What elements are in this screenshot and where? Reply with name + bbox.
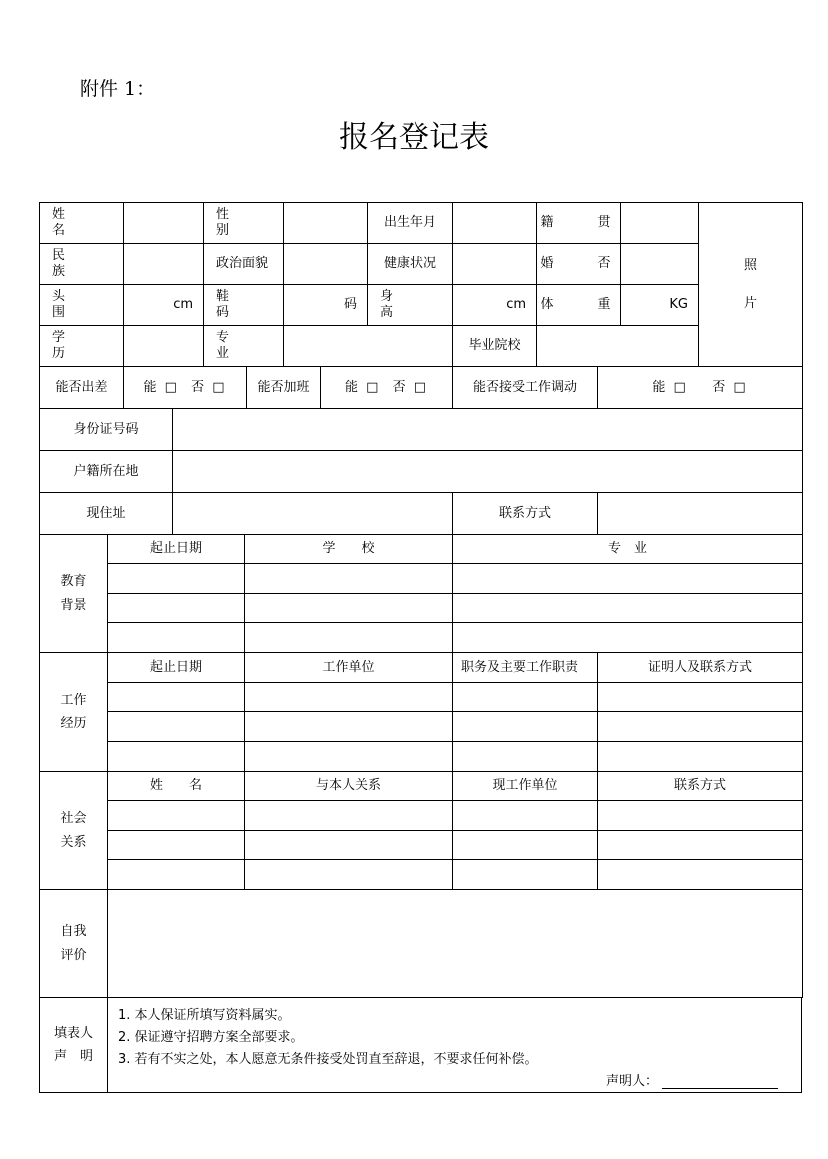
overtime-label: 能否加班 bbox=[247, 367, 321, 409]
work-reference-cell[interactable] bbox=[598, 712, 803, 742]
ethnic-label: 民 族 bbox=[40, 244, 124, 285]
signature-row bbox=[606, 1070, 778, 1089]
social-name-cell[interactable] bbox=[108, 831, 245, 860]
work-date-cell[interactable] bbox=[108, 683, 245, 712]
weight-label: 体 重 bbox=[537, 285, 621, 326]
declaration-label: 填表人 声 明 bbox=[40, 998, 108, 1093]
name-field[interactable] bbox=[124, 203, 204, 244]
work-company-cell[interactable] bbox=[245, 742, 453, 772]
social-contact-cell[interactable] bbox=[598, 860, 803, 890]
social-name-header: 姓 名 bbox=[108, 772, 245, 801]
edu-date-cell[interactable] bbox=[108, 594, 245, 623]
self-evaluation-field[interactable] bbox=[108, 890, 803, 998]
school-label: 毕业院校 bbox=[453, 326, 537, 367]
edu-school-cell[interactable] bbox=[245, 564, 453, 594]
self-evaluation-label: 自我 评价 bbox=[40, 890, 108, 998]
contact-label: 联系方式 bbox=[453, 493, 598, 535]
social-relation-header: 与本人关系 bbox=[245, 772, 453, 801]
work-experience-label: 工作 经历 bbox=[40, 653, 108, 772]
edu-date-cell[interactable] bbox=[108, 623, 245, 653]
signature-line[interactable] bbox=[662, 1076, 778, 1089]
marital-label: 婚 否 bbox=[537, 244, 621, 285]
photo-label-2: 片 bbox=[743, 295, 757, 311]
social-contact-header: 联系方式 bbox=[598, 772, 803, 801]
id-number-field[interactable] bbox=[173, 409, 803, 451]
work-date-cell[interactable] bbox=[108, 742, 245, 772]
edu-major-cell[interactable] bbox=[453, 623, 803, 653]
edu-school-cell[interactable] bbox=[245, 594, 453, 623]
work-date-cell[interactable] bbox=[108, 712, 245, 742]
travel-options[interactable]: 能 □ 否 □ bbox=[124, 367, 247, 409]
gender-label: 性 别 bbox=[204, 203, 284, 244]
education-background-label: 教育 背景 bbox=[40, 535, 108, 653]
edu-school-cell[interactable] bbox=[245, 623, 453, 653]
social-contact-cell[interactable] bbox=[598, 831, 803, 860]
name-label: 姓 名 bbox=[40, 203, 124, 244]
education-field[interactable] bbox=[124, 326, 204, 367]
photo-box[interactable] bbox=[699, 203, 803, 367]
major-label: 专 业 bbox=[204, 326, 284, 367]
health-field[interactable] bbox=[453, 244, 537, 285]
height-label: 身 高 bbox=[368, 285, 453, 326]
health-label: 健康状况 bbox=[368, 244, 453, 285]
photo-label-1: 照 bbox=[743, 258, 757, 274]
social-relation-cell[interactable] bbox=[245, 831, 453, 860]
weight-field[interactable] bbox=[621, 285, 699, 326]
work-date-header: 起止日期 bbox=[108, 653, 245, 683]
hukou-label: 户籍所在地 bbox=[40, 451, 173, 493]
social-name-cell[interactable] bbox=[108, 801, 245, 831]
work-duty-cell[interactable] bbox=[453, 742, 598, 772]
transfer-label: 能否接受工作调动 bbox=[453, 367, 598, 409]
school-field[interactable] bbox=[537, 326, 699, 367]
ma-unit: 码 bbox=[343, 297, 357, 313]
shoe-size-field[interactable] bbox=[284, 285, 368, 326]
declaration-line-1: 1. 本人保证所填写资料属实。 bbox=[118, 1008, 291, 1023]
signer-label: 声明人： bbox=[606, 1074, 659, 1089]
cm-unit: cm bbox=[173, 297, 193, 313]
social-company-header: 现工作单位 bbox=[453, 772, 598, 801]
address-field[interactable] bbox=[173, 493, 453, 535]
birth-field[interactable] bbox=[453, 203, 537, 244]
travel-label: 能否出差 bbox=[40, 367, 124, 409]
work-company-cell[interactable] bbox=[245, 712, 453, 742]
height-field[interactable] bbox=[453, 285, 537, 326]
address-label: 现住址 bbox=[40, 493, 173, 535]
declaration-line-3: 3. 若有不实之处，本人愿意无条件接受处罚直至辞退，不要求任何补偿。 bbox=[118, 1052, 538, 1067]
edu-date-cell[interactable] bbox=[108, 564, 245, 594]
declaration-content bbox=[108, 998, 802, 1093]
shoe-size-label: 鞋 码 bbox=[204, 285, 284, 326]
edu-major-cell[interactable] bbox=[453, 594, 803, 623]
social-company-cell[interactable] bbox=[453, 860, 598, 890]
work-reference-cell[interactable] bbox=[598, 742, 803, 772]
kg-unit: KG bbox=[669, 297, 688, 313]
native-place-label: 籍 贯 bbox=[537, 203, 621, 244]
work-reference-header: 证明人及联系方式 bbox=[598, 653, 803, 683]
native-place-field[interactable] bbox=[621, 203, 699, 244]
id-number-label: 身份证号码 bbox=[40, 409, 173, 451]
hukou-field[interactable] bbox=[173, 451, 803, 493]
work-reference-cell[interactable] bbox=[598, 683, 803, 712]
marital-field[interactable] bbox=[621, 244, 699, 285]
head-size-field[interactable] bbox=[124, 285, 204, 326]
transfer-options[interactable]: 能 □ 否 □ bbox=[598, 367, 803, 409]
political-field[interactable] bbox=[284, 244, 368, 285]
political-label: 政治面貌 bbox=[204, 244, 284, 285]
work-company-cell[interactable] bbox=[245, 683, 453, 712]
cm-unit: cm bbox=[506, 297, 526, 313]
edu-major-cell[interactable] bbox=[453, 564, 803, 594]
edu-date-header: 起止日期 bbox=[108, 535, 245, 564]
social-relation-cell[interactable] bbox=[245, 860, 453, 890]
social-contact-cell[interactable] bbox=[598, 801, 803, 831]
birth-label: 出生年月 bbox=[368, 203, 453, 244]
head-size-label: 头 围 bbox=[40, 285, 124, 326]
social-relations-label: 社会 关系 bbox=[40, 772, 108, 890]
work-company-header: 工作单位 bbox=[245, 653, 453, 683]
work-duty-cell[interactable] bbox=[453, 712, 598, 742]
overtime-options[interactable]: 能 □ 否 □ bbox=[321, 367, 453, 409]
work-duty-header: 职务及主要工作职责 bbox=[453, 653, 598, 683]
attachment-label: 附件 1： bbox=[80, 78, 156, 100]
contact-field[interactable] bbox=[598, 493, 803, 535]
gender-field[interactable] bbox=[284, 203, 368, 244]
social-company-cell[interactable] bbox=[453, 801, 598, 831]
social-name-cell[interactable] bbox=[108, 860, 245, 890]
edu-major-header: 专 业 bbox=[453, 535, 803, 564]
education-label: 学 历 bbox=[40, 326, 124, 367]
work-duty-cell[interactable] bbox=[453, 683, 598, 712]
major-field[interactable] bbox=[284, 326, 453, 367]
ethnic-field[interactable] bbox=[124, 244, 204, 285]
social-relation-cell[interactable] bbox=[245, 801, 453, 831]
social-company-cell[interactable] bbox=[453, 831, 598, 860]
edu-school-header: 学 校 bbox=[245, 535, 453, 564]
page-title: 报名登记表 bbox=[339, 120, 489, 155]
declaration-line-2: 2. 保证遵守招聘方案全部要求。 bbox=[118, 1030, 304, 1045]
